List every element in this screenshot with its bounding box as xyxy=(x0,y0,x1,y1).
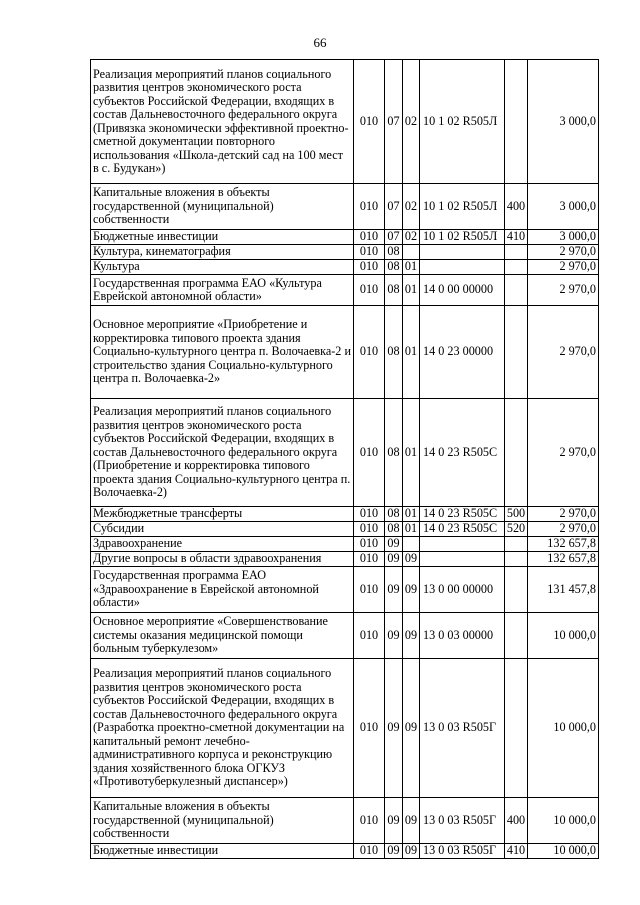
ministry-code: 010 xyxy=(354,567,385,613)
section-code: 09 xyxy=(385,798,403,844)
row-name: Реализация мероприятий планов социального развития центров экономического роста субъектов Российской Федерации, входящих в состав Дальневосточного федерального округа (Разработка проектно-сметной документации на капитальный ремонт лечебно-административного корпуса и реконструкцию здания хозяйственного блока ОГКУЗ «Противотуберкулезный диспансер») xyxy=(91,659,354,798)
expense-type xyxy=(505,245,528,260)
amount: 2 970,0 xyxy=(528,245,599,260)
row-name: Реализация мероприятий планов социального развития центров экономического роста субъектов Российской Федерации, входящих в состав Дальневосточного федерального округа (Приобретение и корректировка типового проекта здания Социально-культурного центра п. Волочаевка-2) xyxy=(91,399,354,507)
ministry-code: 010 xyxy=(354,537,385,552)
target-article: 14 0 00 00000 xyxy=(420,275,505,306)
section-code: 09 xyxy=(385,844,403,859)
table-row xyxy=(91,798,599,844)
expense-type xyxy=(505,275,528,306)
target-article: 14 0 23 R505C xyxy=(420,399,505,507)
target-article: 13 0 03 00000 xyxy=(420,613,505,659)
target-article: 14 0 23 00000 xyxy=(420,306,505,399)
table-row xyxy=(91,507,599,522)
table-row xyxy=(91,306,599,399)
row-name: Государственная программа ЕАО «Здравоохранение в Еврейской автономной области» xyxy=(91,567,354,613)
expense-type xyxy=(505,552,528,567)
amount: 131 457,8 xyxy=(528,567,599,613)
ministry-code: 010 xyxy=(354,613,385,659)
target-article: 10 1 02 R505Л xyxy=(420,60,505,184)
amount: 10 000,0 xyxy=(528,798,599,844)
ministry-code: 010 xyxy=(354,507,385,522)
amount: 2 970,0 xyxy=(528,507,599,522)
row-name: Культура, кинематография xyxy=(91,245,354,260)
table-row xyxy=(91,260,599,275)
expense-type xyxy=(505,659,528,798)
subsection-code: 02 xyxy=(403,230,420,245)
section-code: 09 xyxy=(385,537,403,552)
expense-type: 410 xyxy=(505,844,528,859)
ministry-code: 010 xyxy=(354,184,385,230)
section-code: 07 xyxy=(385,230,403,245)
subsection-code: 09 xyxy=(403,798,420,844)
section-code: 08 xyxy=(385,507,403,522)
expense-type: 410 xyxy=(505,230,528,245)
ministry-code: 010 xyxy=(354,60,385,184)
amount: 3 000,0 xyxy=(528,184,599,230)
expense-type xyxy=(505,306,528,399)
section-code: 09 xyxy=(385,552,403,567)
row-name: Другие вопросы в области здравоохранения xyxy=(91,552,354,567)
subsection-code: 01 xyxy=(403,260,420,275)
section-code: 08 xyxy=(385,306,403,399)
target-article xyxy=(420,260,505,275)
table-row xyxy=(91,399,599,507)
table-row xyxy=(91,537,599,552)
subsection-code: 09 xyxy=(403,613,420,659)
row-name: Бюджетные инвестиции xyxy=(91,230,354,245)
ministry-code: 010 xyxy=(354,844,385,859)
amount: 2 970,0 xyxy=(528,260,599,275)
subsection-code: 02 xyxy=(403,60,420,184)
target-article: 13 0 03 R505Г xyxy=(420,659,505,798)
row-name: Основное мероприятие «Приобретение и корректировка типового проекта здания Социально-культурного центра п. Волочаевка-2 и строительство здания Социально-культурного центра п. Волочаевка-2» xyxy=(91,306,354,399)
table-row xyxy=(91,613,599,659)
table-row xyxy=(91,60,599,184)
subsection-code xyxy=(403,537,420,552)
section-code: 09 xyxy=(385,659,403,798)
subsection-code: 01 xyxy=(403,306,420,399)
ministry-code: 010 xyxy=(354,306,385,399)
section-code: 08 xyxy=(385,245,403,260)
subsection-code: 01 xyxy=(403,399,420,507)
target-article xyxy=(420,537,505,552)
section-code: 07 xyxy=(385,184,403,230)
row-name: Капитальные вложения в объекты государственной (муниципальной) собственности xyxy=(91,184,354,230)
subsection-code: 02 xyxy=(403,184,420,230)
subsection-code xyxy=(403,245,420,260)
row-name: Реализация мероприятий планов социального развития центров экономического роста субъектов Российской Федерации, входящих в состав Дальневосточного федерального округа (Привязка экономически эффективной проектно-сметной документации повторного использования «Школа-детский сад на 100 мест в с. Будукан») xyxy=(91,60,354,184)
table-row xyxy=(91,844,599,859)
amount: 132 657,8 xyxy=(528,537,599,552)
table-row xyxy=(91,567,599,613)
subsection-code: 01 xyxy=(403,522,420,537)
ministry-code: 010 xyxy=(354,275,385,306)
expense-type xyxy=(505,613,528,659)
row-name: Субсидии xyxy=(91,522,354,537)
amount: 2 970,0 xyxy=(528,306,599,399)
budget-table xyxy=(90,59,599,859)
section-code: 07 xyxy=(385,60,403,184)
ministry-code: 010 xyxy=(354,552,385,567)
amount: 2 970,0 xyxy=(528,275,599,306)
row-name: Межбюджетные трансферты xyxy=(91,507,354,522)
expense-type xyxy=(505,399,528,507)
subsection-code: 09 xyxy=(403,567,420,613)
section-code: 09 xyxy=(385,567,403,613)
expense-type xyxy=(505,567,528,613)
table-row xyxy=(91,659,599,798)
expense-type: 400 xyxy=(505,798,528,844)
subsection-code: 09 xyxy=(403,659,420,798)
ministry-code: 010 xyxy=(354,230,385,245)
target-article: 13 0 00 00000 xyxy=(420,567,505,613)
table-row xyxy=(91,245,599,260)
amount: 3 000,0 xyxy=(528,230,599,245)
row-name: Государственная программа ЕАО «Культура Еврейской автономной области» xyxy=(91,275,354,306)
expense-type: 520 xyxy=(505,522,528,537)
amount: 2 970,0 xyxy=(528,399,599,507)
target-article: 13 0 03 R505Г xyxy=(420,798,505,844)
ministry-code: 010 xyxy=(354,659,385,798)
section-code: 09 xyxy=(385,613,403,659)
amount: 2 970,0 xyxy=(528,522,599,537)
expense-type xyxy=(505,260,528,275)
subsection-code: 01 xyxy=(403,507,420,522)
section-code: 08 xyxy=(385,275,403,306)
target-article: 14 0 23 R505C xyxy=(420,507,505,522)
target-article: 10 1 02 R505Л xyxy=(420,230,505,245)
target-article xyxy=(420,245,505,260)
expense-type: 500 xyxy=(505,507,528,522)
amount: 132 657,8 xyxy=(528,552,599,567)
ministry-code: 010 xyxy=(354,245,385,260)
table-row xyxy=(91,184,599,230)
row-name: Здравоохранение xyxy=(91,537,354,552)
amount: 10 000,0 xyxy=(528,659,599,798)
table-row xyxy=(91,275,599,306)
subsection-code: 09 xyxy=(403,552,420,567)
section-code: 08 xyxy=(385,399,403,507)
target-article: 13 0 03 R505Г xyxy=(420,844,505,859)
page-number: 66 xyxy=(313,35,327,50)
subsection-code: 09 xyxy=(403,844,420,859)
amount: 10 000,0 xyxy=(528,844,599,859)
row-name: Основное мероприятие «Совершенствование системы оказания медицинской помощи больным туберкулезом» xyxy=(91,613,354,659)
table-row xyxy=(91,552,599,567)
target-article: 14 0 23 R505C xyxy=(420,522,505,537)
ministry-code: 010 xyxy=(354,798,385,844)
section-code: 08 xyxy=(385,522,403,537)
section-code: 08 xyxy=(385,260,403,275)
target-article: 10 1 02 R505Л xyxy=(420,184,505,230)
target-article xyxy=(420,552,505,567)
subsection-code: 01 xyxy=(403,275,420,306)
amount: 3 000,0 xyxy=(528,60,599,184)
row-name: Капитальные вложения в объекты государственной (муниципальной) собственности xyxy=(91,798,354,844)
table-row xyxy=(91,522,599,537)
table-row xyxy=(91,230,599,245)
row-name: Культура xyxy=(91,260,354,275)
amount: 10 000,0 xyxy=(528,613,599,659)
expense-type xyxy=(505,60,528,184)
ministry-code: 010 xyxy=(354,399,385,507)
expense-type: 400 xyxy=(505,184,528,230)
ministry-code: 010 xyxy=(354,260,385,275)
ministry-code: 010 xyxy=(354,522,385,537)
row-name: Бюджетные инвестиции xyxy=(91,844,354,859)
expense-type xyxy=(505,537,528,552)
